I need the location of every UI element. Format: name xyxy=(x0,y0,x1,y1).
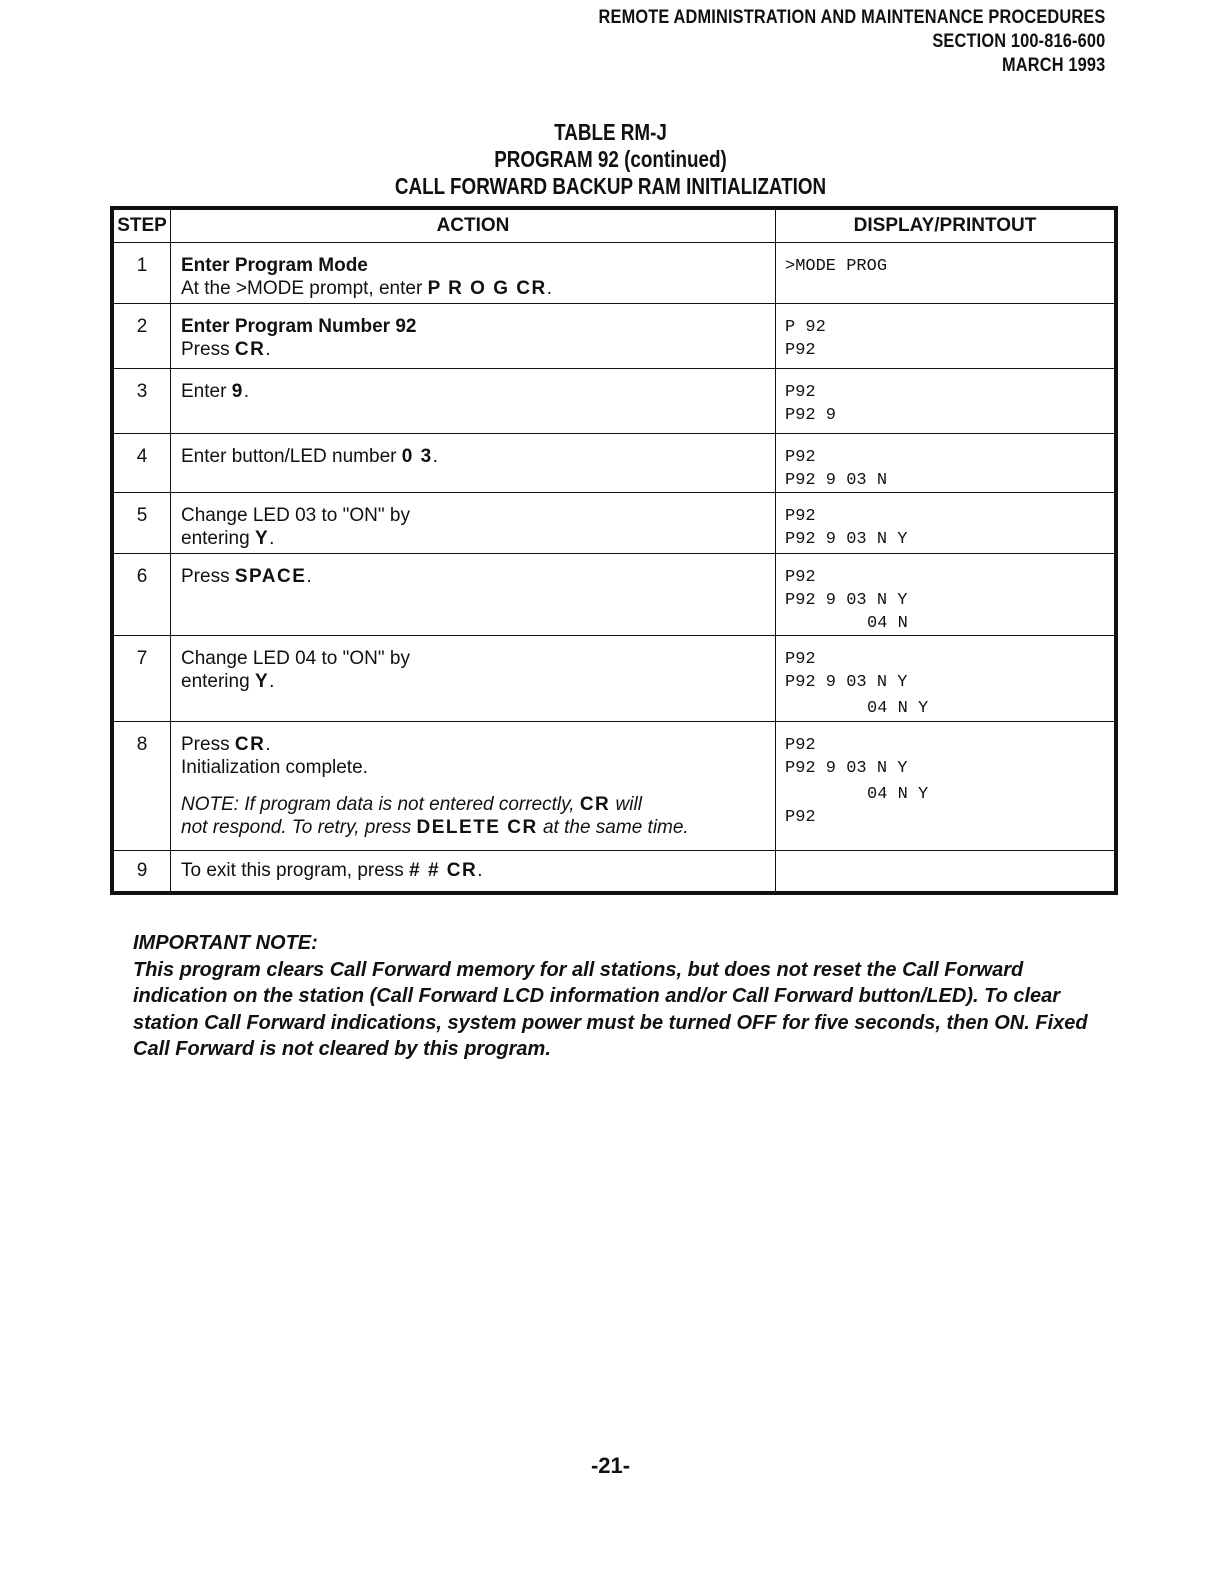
display-line: P92 9 03 N Y xyxy=(785,530,908,549)
note-text: NOTE: If program data is not entered correctly, xyxy=(181,794,580,815)
display-line: 04 N Y xyxy=(867,785,929,804)
note-text: at the same time. xyxy=(537,817,689,838)
step-number: 5 xyxy=(114,493,171,554)
display-cell xyxy=(776,304,1115,369)
display-line: P92 9 03 N Y xyxy=(785,591,908,610)
punctuation: . xyxy=(269,528,275,549)
action-text xyxy=(181,527,775,550)
header-date: MARCH 1993 xyxy=(1001,55,1105,76)
display-cell xyxy=(776,554,1115,636)
display-line: P92 9 03 N xyxy=(785,471,888,490)
action-heading: Enter Program Mode xyxy=(181,255,368,276)
key-sequence: CR xyxy=(579,794,611,815)
action-cell xyxy=(171,493,776,554)
action-text xyxy=(181,565,775,588)
column-header-action: ACTION xyxy=(171,210,776,243)
key-sequence: 0 3 xyxy=(401,446,433,467)
display-line: P 92 xyxy=(785,318,826,337)
action-heading: Enter Program Number 92 xyxy=(181,316,417,337)
display-line: P92 xyxy=(785,507,816,526)
action-instruction: entering xyxy=(181,671,255,692)
table-row xyxy=(114,304,1115,369)
program-name: PROGRAM 92 (continued) xyxy=(494,146,727,172)
display-line: P92 xyxy=(785,736,816,755)
key-sequence: Y xyxy=(254,528,270,549)
note-text: will xyxy=(610,794,642,815)
display-line: P92 xyxy=(785,650,816,669)
punctuation: . xyxy=(477,860,483,881)
display-line: P92 9 03 N Y xyxy=(785,759,908,778)
table-row xyxy=(114,554,1115,636)
key-sequence: DELETE CR xyxy=(416,817,538,838)
action-instruction: To exit this program, press xyxy=(181,860,410,881)
action-cell xyxy=(171,304,776,369)
punctuation: . xyxy=(546,278,553,299)
punctuation: . xyxy=(265,734,271,755)
action-instruction: entering xyxy=(181,528,255,549)
column-header-step: STEP xyxy=(114,210,171,243)
action-cell xyxy=(171,554,776,636)
important-note-title: IMPORTANT NOTE: xyxy=(133,932,318,954)
step-number: 8 xyxy=(114,722,171,851)
display-line: P92 9 03 N Y xyxy=(785,673,908,692)
column-header-display: DISPLAY/PRINTOUT xyxy=(776,210,1115,243)
display-line: P92 xyxy=(785,341,816,360)
action-text xyxy=(181,338,775,361)
step-number: 1 xyxy=(114,243,171,304)
important-note xyxy=(133,930,1103,1063)
action-cell xyxy=(171,369,776,434)
header-section: SECTION 100-816-600 xyxy=(931,31,1105,52)
key-sequence: Y xyxy=(254,671,270,692)
table-header-row xyxy=(114,210,1115,243)
action-instruction: At the >MODE prompt, enter xyxy=(181,278,428,299)
action-text-line: Initialization complete. xyxy=(181,757,368,778)
action-text-line: Change LED 03 to "ON" by xyxy=(181,505,410,526)
display-line: P92 xyxy=(785,448,816,467)
step-number: 3 xyxy=(114,369,171,434)
step-number: 2 xyxy=(114,304,171,369)
table-row xyxy=(114,434,1115,493)
display-line: 04 N Y xyxy=(867,699,929,718)
display-cell xyxy=(776,722,1115,851)
action-cell xyxy=(171,434,776,493)
display-line: P92 xyxy=(785,808,816,827)
display-cell xyxy=(776,243,1115,304)
step-number: 9 xyxy=(114,851,171,892)
key-sequence: SPACE xyxy=(234,566,307,587)
program-note xyxy=(181,793,775,839)
table-row xyxy=(114,636,1115,722)
key-sequence: # # CR xyxy=(409,860,478,881)
page-header xyxy=(598,6,1105,78)
key-sequence: CR xyxy=(234,734,266,755)
action-text xyxy=(181,277,775,300)
action-instruction: Enter xyxy=(181,381,232,402)
important-note-body: This program clears Call Forward memory for all stations, but does not reset the Call Forward indication on the station (Call Forward LCD information and/or Call Forward button/LED). To clear station Call Forward indications, system power must be turned OFF for five seconds, then ON. Fixed Call Forward is not cleared by this program. xyxy=(133,958,1088,1060)
table-id: TABLE RM-J xyxy=(554,119,667,145)
key-sequence: P R O G CR xyxy=(427,278,547,299)
action-text xyxy=(181,445,775,468)
action-cell xyxy=(171,722,776,851)
punctuation: . xyxy=(306,566,312,587)
display-line: P92 xyxy=(785,568,816,587)
table-row xyxy=(114,369,1115,434)
display-line: P92 9 xyxy=(785,406,837,425)
action-text xyxy=(181,380,775,403)
table-row xyxy=(114,722,1115,851)
action-instruction: Enter button/LED number xyxy=(181,446,402,467)
key-sequence: CR xyxy=(234,339,266,360)
table-subject: CALL FORWARD BACKUP RAM INITIALIZATION xyxy=(394,173,827,199)
display-cell xyxy=(776,493,1115,554)
display-line: 04 N xyxy=(867,614,908,633)
punctuation: . xyxy=(269,671,275,692)
table-row xyxy=(114,493,1115,554)
display-cell xyxy=(776,434,1115,493)
display-line: >MODE PROG xyxy=(785,257,888,276)
display-cell xyxy=(776,851,1115,892)
step-number: 6 xyxy=(114,554,171,636)
action-cell xyxy=(171,243,776,304)
action-cell xyxy=(171,851,776,892)
page-number: -21- xyxy=(590,1453,631,1478)
step-number: 7 xyxy=(114,636,171,722)
action-text xyxy=(181,859,775,882)
key-sequence: 9 xyxy=(231,381,244,402)
procedure-table xyxy=(110,206,1118,895)
display-cell xyxy=(776,636,1115,722)
note-text: not respond. To retry, press xyxy=(181,817,417,838)
action-text xyxy=(181,670,775,693)
punctuation: . xyxy=(432,446,438,467)
action-instruction: Press xyxy=(181,339,235,360)
display-line: P92 xyxy=(785,383,816,402)
punctuation: . xyxy=(265,339,271,360)
header-document-title: REMOTE ADMINISTRATION AND MAINTENANCE PROCEDURES xyxy=(598,7,1105,28)
punctuation: . xyxy=(243,381,250,402)
action-cell xyxy=(171,636,776,722)
action-instruction: Press xyxy=(181,734,235,755)
step-number: 4 xyxy=(114,434,171,493)
table-row xyxy=(114,243,1115,304)
action-instruction: Press xyxy=(181,566,235,587)
table-row xyxy=(114,851,1115,892)
action-text-line: Change LED 04 to "ON" by xyxy=(181,648,410,669)
table-title xyxy=(0,119,1221,200)
action-text xyxy=(181,733,775,756)
display-cell xyxy=(776,369,1115,434)
